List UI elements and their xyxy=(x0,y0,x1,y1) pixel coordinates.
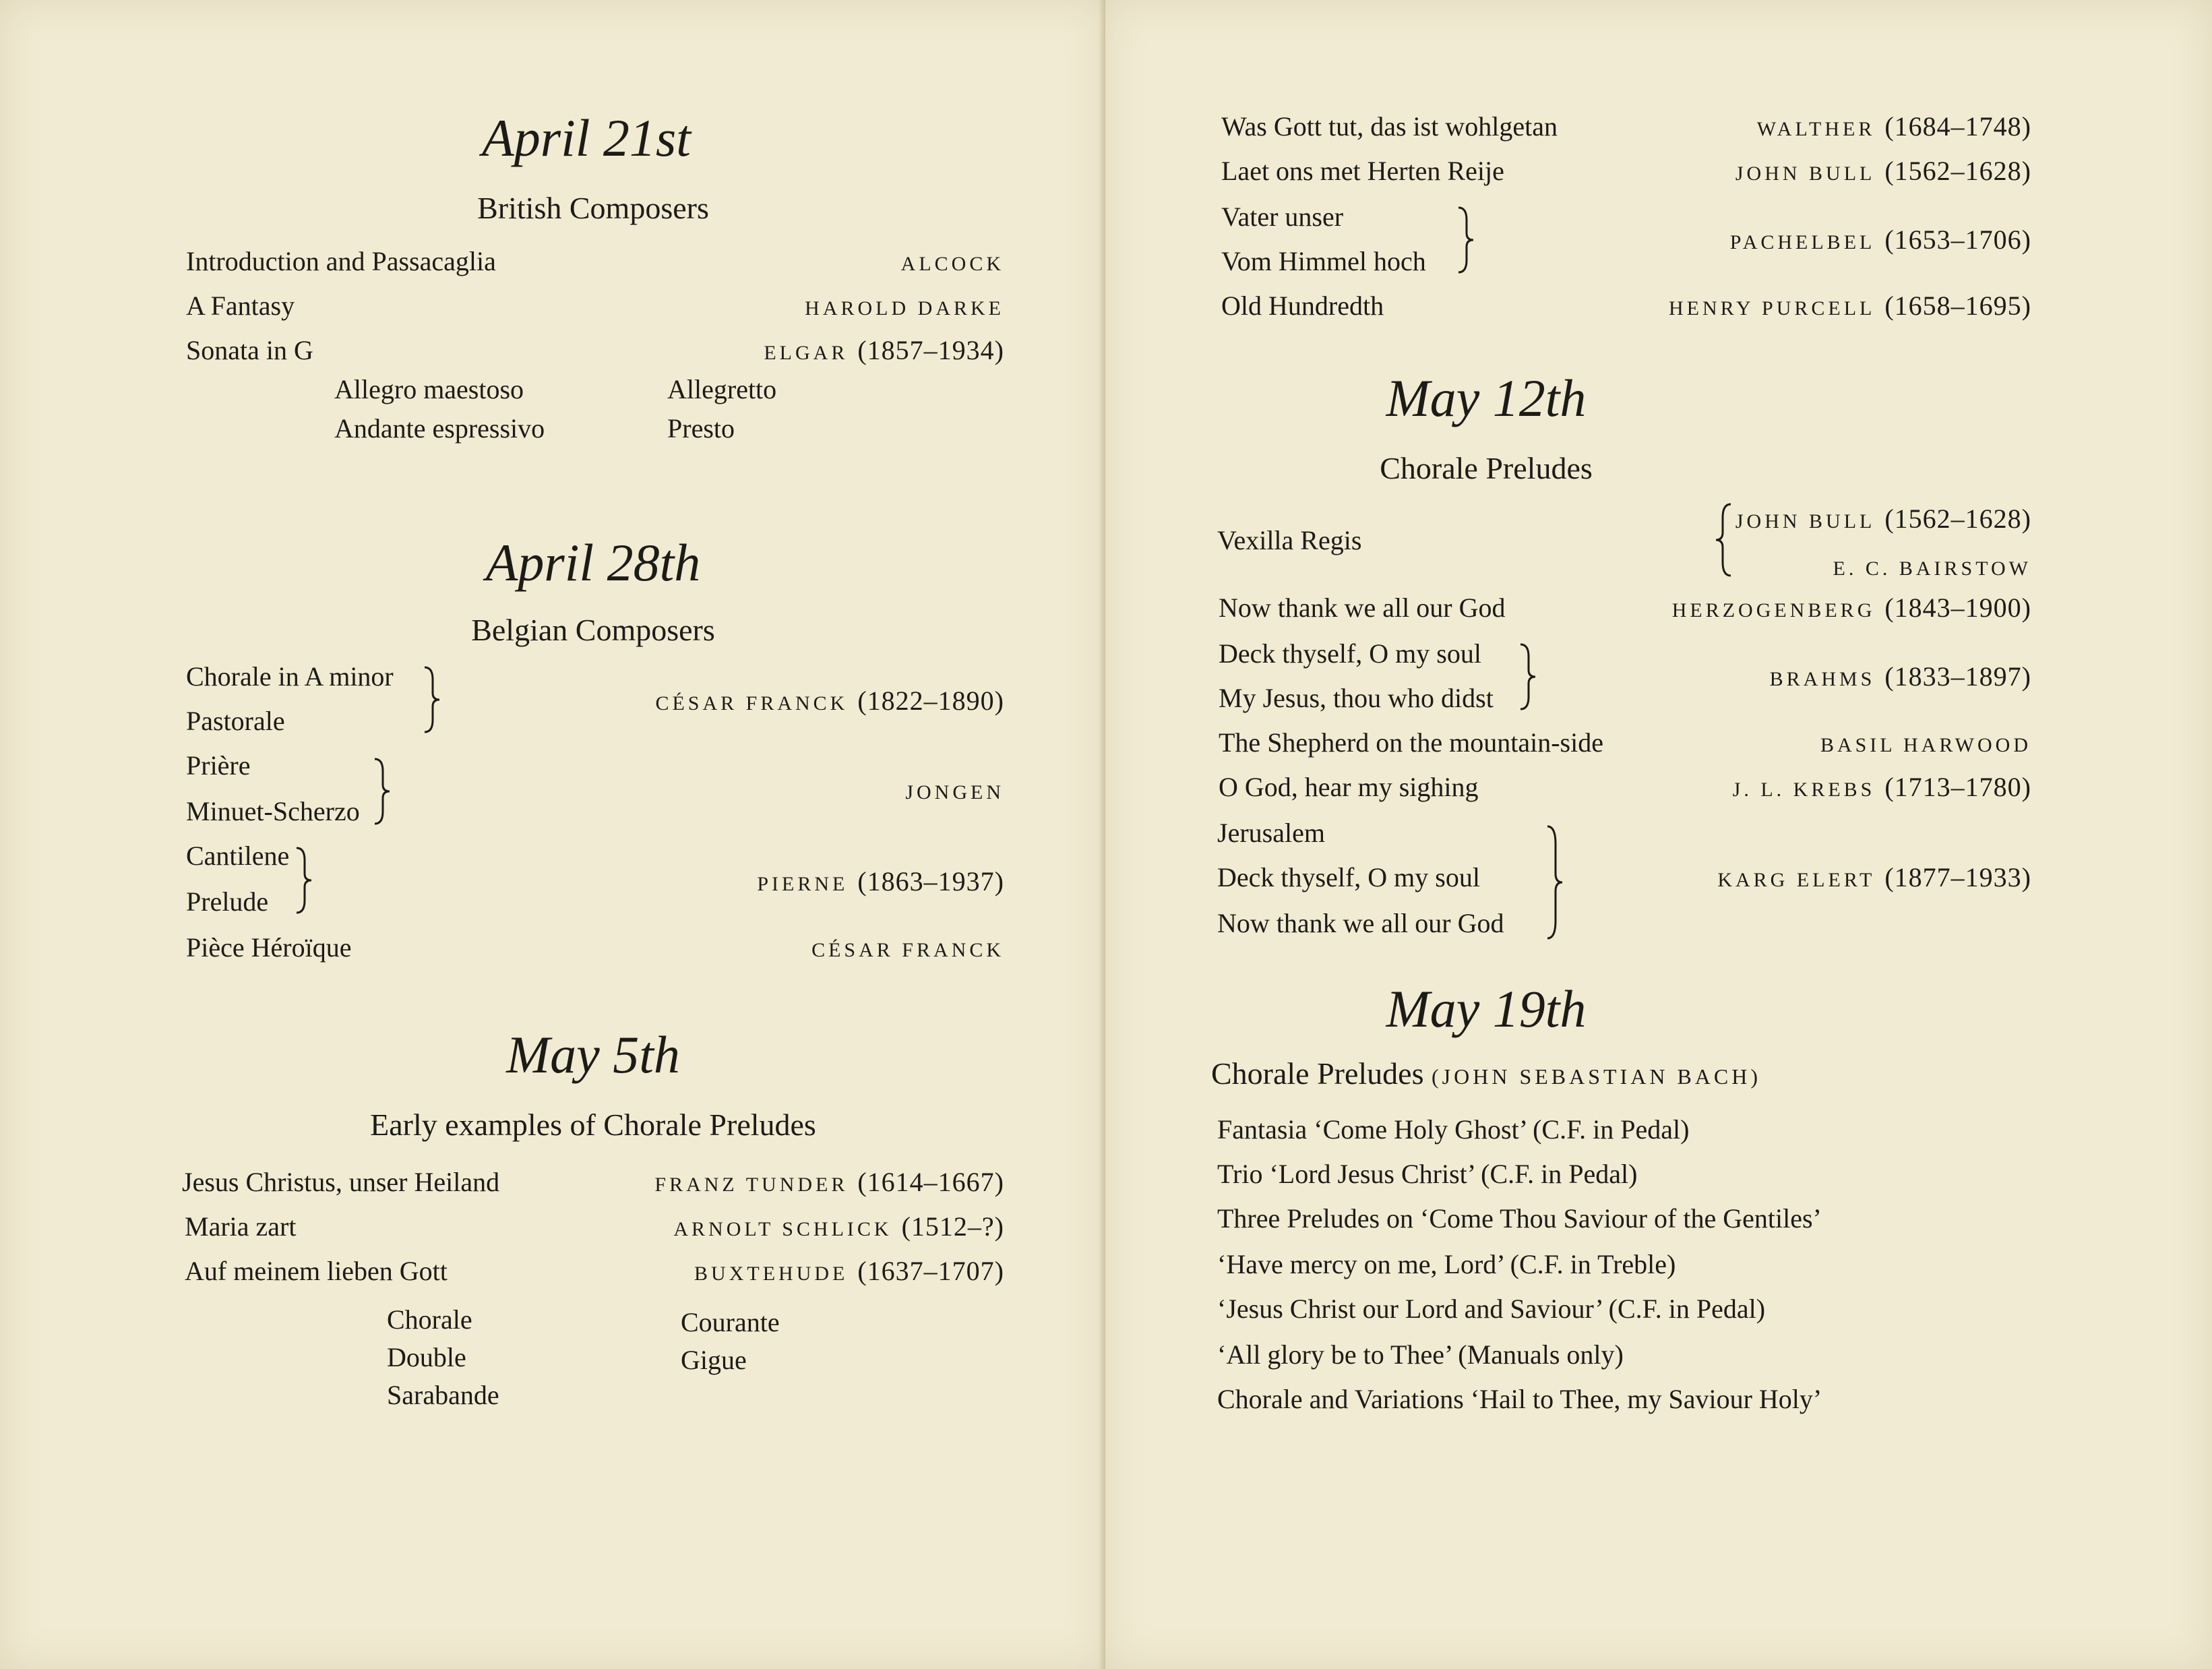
work-title: Prelude xyxy=(186,886,269,917)
date-april-28: April 28th xyxy=(485,533,701,592)
work-title: Introduction and Passacaglia xyxy=(186,246,496,276)
work-title: Deck thyself, O my soul xyxy=(1219,638,1481,669)
list-item: Chorale and Variations ‘Hail to Thee, my Saviour Holy’ xyxy=(1217,1384,1822,1414)
bracket xyxy=(1519,643,1539,710)
subtitle-early-examples: Early examples of Chorale Preludes xyxy=(370,1107,816,1142)
work-title: Laet ons met Herten Reije xyxy=(1221,156,1504,186)
work-title: Jesus Christus, unser Heiland xyxy=(182,1167,500,1197)
composer: JOHN BULL (1562–1628) xyxy=(1735,156,2031,186)
movement: Presto xyxy=(667,413,735,444)
movement: Allegretto xyxy=(667,374,777,404)
composer: WALTHER (1684–1748) xyxy=(1756,111,2031,142)
movement: Double xyxy=(387,1342,466,1372)
work-title: Now thank we all our God xyxy=(1219,593,1506,623)
bracket xyxy=(1457,206,1477,274)
subtitle-text: Chorale Preludes xyxy=(1210,1056,1424,1091)
subtitle-belgian-composers: Belgian Composers xyxy=(471,613,715,647)
work-title: A Fantasy xyxy=(186,291,295,321)
composer: HENRY PURCELL (1658–1695) xyxy=(1668,291,2031,321)
composer: BRAHMS (1833–1897) xyxy=(1769,661,2031,692)
work-title: Auf meinem lieben Gott xyxy=(185,1256,448,1286)
bracket xyxy=(1712,503,1732,577)
composer: FRANZ TUNDER (1614–1667) xyxy=(654,1167,1004,1197)
composer: PIERNE (1863–1937) xyxy=(757,866,1004,897)
bracket xyxy=(1546,825,1566,940)
composer: BASIL HARWOOD xyxy=(1820,734,2031,756)
composer: E. C. BAIRSTOW xyxy=(1833,557,2031,580)
composer: HAROLD DARKE xyxy=(805,297,1004,320)
work-title: Deck thyself, O my soul xyxy=(1217,862,1480,892)
composer: ALCOCK xyxy=(900,253,1004,275)
date-april-21: April 21st xyxy=(482,109,691,167)
subtitle-british-composers: British Composers xyxy=(477,191,709,225)
list-item: ‘Have mercy on me, Lord’ (C.F. in Treble) xyxy=(1217,1249,1676,1279)
list-item: Trio ‘Lord Jesus Christ’ (C.F. in Pedal) xyxy=(1217,1159,1638,1189)
bracket xyxy=(423,666,443,733)
composer: CÉSAR FRANCK xyxy=(811,939,1004,961)
composer: PACHELBEL (1653–1706) xyxy=(1729,224,2031,255)
list-item: Fantasia ‘Come Holy Ghost’ (C.F. in Pedal) xyxy=(1217,1114,1690,1145)
work-title: The Shepherd on the mountain-side xyxy=(1219,727,1603,758)
composer: HERZOGENBERG (1843–1900) xyxy=(1671,593,2031,623)
bracket xyxy=(373,758,394,825)
subtitle-composer: (JOHN SEBASTIAN BACH) xyxy=(1432,1064,1762,1089)
work-title: Was Gott tut, das ist wohlgetan xyxy=(1221,111,1558,142)
list-item: Three Preludes on ‘Come Thou Saviour of the Gentiles’ xyxy=(1217,1203,1822,1234)
composer: KARG ELERT (1877–1933) xyxy=(1717,862,2031,892)
composer: J. L. KREBS (1713–1780) xyxy=(1732,772,2031,802)
work-title: Jerusalem xyxy=(1217,818,1325,848)
work-title: Chorale in A minor xyxy=(186,661,394,692)
work-title: Minuet-Scherzo xyxy=(186,796,360,826)
composer: JONGEN xyxy=(905,781,1004,803)
work-title: Old Hundredth xyxy=(1221,291,1384,321)
right-page xyxy=(1105,0,2212,1669)
work-title: Pièce Héroïque xyxy=(186,932,352,963)
composer: JOHN BULL (1562–1628) xyxy=(1735,504,2031,534)
movement: Chorale xyxy=(387,1304,472,1335)
work-title: Maria zart xyxy=(185,1211,297,1242)
subtitle-chorale-preludes: Chorale Preludes xyxy=(1380,451,1593,485)
movement: Courante xyxy=(681,1307,780,1337)
date-may-19: May 19th xyxy=(1386,979,1587,1038)
work-title: My Jesus, thou who didst xyxy=(1219,683,1494,713)
work-title: Vom Himmel hoch xyxy=(1221,246,1426,276)
list-item: ‘Jesus Christ our Lord and Saviour’ (C.F. in Pedal) xyxy=(1217,1294,1766,1324)
work-title: Cantilene xyxy=(186,841,290,871)
date-may-5: May 5th xyxy=(506,1025,680,1084)
work-title: Prière xyxy=(186,750,251,781)
movement: Andante espressivo xyxy=(334,413,545,444)
composer: CÉSAR FRANCK (1822–1890) xyxy=(655,686,1004,716)
work-title: Vexilla Regis xyxy=(1217,525,1362,555)
list-item: ‘All glory be to Thee’ (Manuals only) xyxy=(1217,1339,1624,1370)
work-title: Sonata in G xyxy=(186,335,313,365)
work-title: Pastorale xyxy=(186,706,285,736)
work-title: Vater unser xyxy=(1221,202,1344,232)
composer: ARNOLT SCHLICK (1512–?) xyxy=(673,1211,1004,1242)
movement: Gigue xyxy=(681,1345,747,1375)
movement: Allegro maestoso xyxy=(334,374,524,404)
subtitle-chorale-preludes-bach xyxy=(1105,1056,1867,1091)
bracket xyxy=(295,847,315,914)
left-page xyxy=(0,0,1105,1669)
composer: BUXTEHUDE (1637–1707) xyxy=(694,1256,1004,1286)
work-title: Now thank we all our God xyxy=(1217,908,1504,938)
date-may-12: May 12th xyxy=(1386,369,1587,427)
work-title: O God, hear my sighing xyxy=(1219,772,1479,802)
movement: Sarabande xyxy=(387,1380,499,1410)
composer: ELGAR (1857–1934) xyxy=(764,335,1004,365)
